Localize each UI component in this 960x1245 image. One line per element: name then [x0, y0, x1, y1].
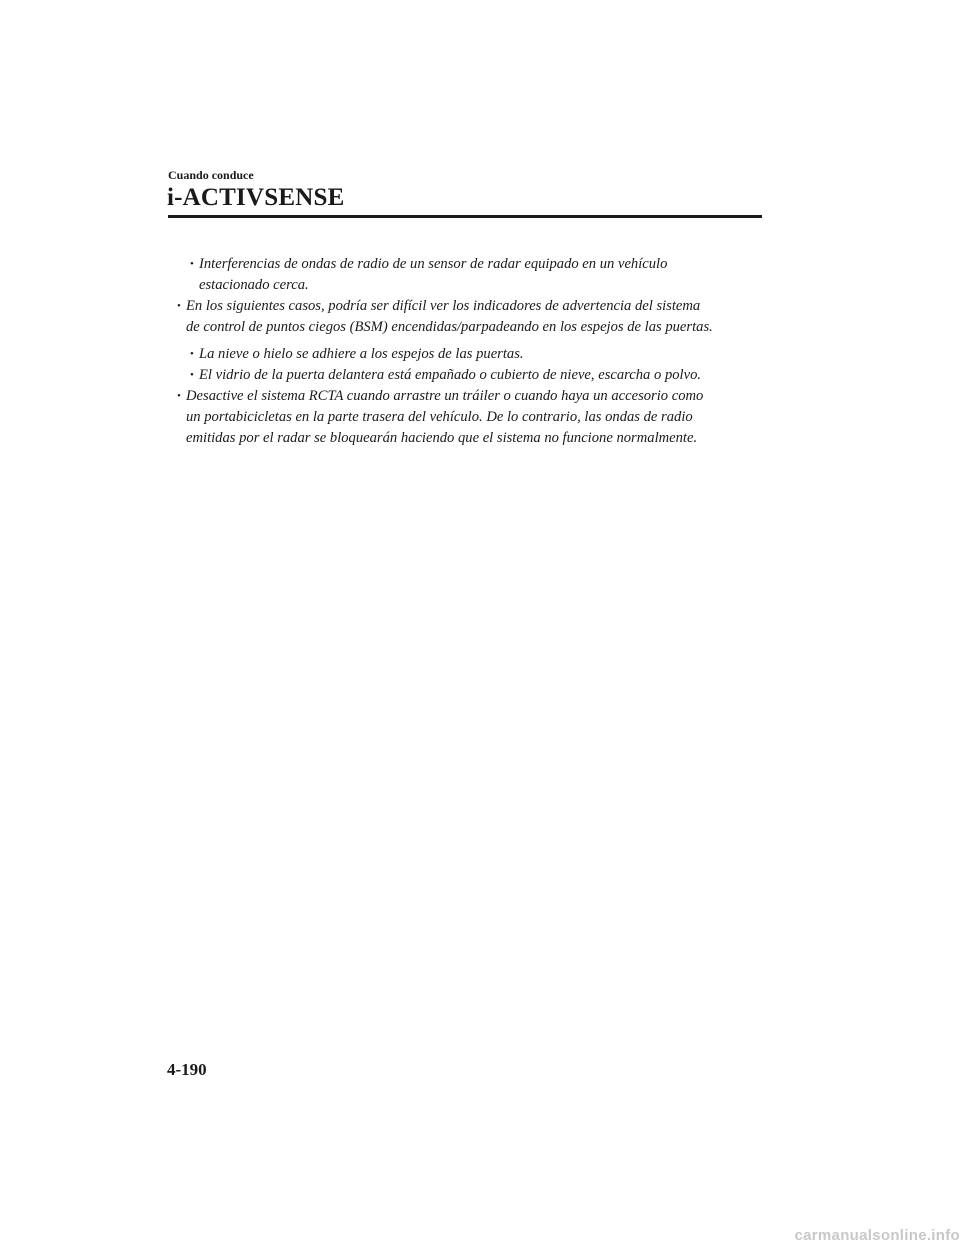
- list-item-line: Desactive el sistema RCTA cuando arrastre un tráiler o cuando haya un accesorio como: [186, 388, 704, 404]
- list-item-line: Interferencias de ondas de radio de un sensor de radar equipado en un vehículo: [199, 256, 668, 272]
- bullet-icon: •: [177, 300, 181, 312]
- list-item-line: un portabicicletas en la parte trasera del vehículo. De lo contrario, las ondas de radio: [186, 409, 693, 425]
- section-label: Cuando conduce: [168, 168, 254, 182]
- list-item: [190, 254, 759, 296]
- header-divider: [168, 215, 762, 218]
- bullet-icon: •: [190, 348, 194, 360]
- list-item-line: emitidas por el radar se bloquearán haciendo que el sistema no funcione normalmente.: [186, 430, 698, 446]
- list-item-line: En los siguientes casos, podría ser difícil ver los indicadores de advertencia del sistema: [186, 298, 701, 314]
- list-item: [177, 386, 762, 449]
- list-item-line: estacionado cerca.: [199, 277, 309, 293]
- bullet-icon: •: [190, 258, 194, 270]
- watermark-text: carmanualsonline.info: [794, 1227, 960, 1244]
- list-item-line: de control de puntos ciegos (BSM) encendidas/parpadeando en los espejos de las puertas.: [186, 319, 713, 335]
- bullet-icon: •: [177, 390, 181, 402]
- list-item: [177, 296, 762, 338]
- list-item-line: El vidrio de la puerta delantera está empañado o cubierto de nieve, escarcha o polvo.: [199, 367, 702, 383]
- page-title: i-ACTIVSENSE: [167, 184, 345, 211]
- list-item: [190, 344, 759, 365]
- list-item-line: La nieve o hielo se adhiere a los espejos de las puertas.: [199, 346, 524, 362]
- bullet-icon: •: [190, 369, 194, 381]
- list-item: [190, 365, 759, 386]
- page-number: 4-190: [167, 1060, 207, 1079]
